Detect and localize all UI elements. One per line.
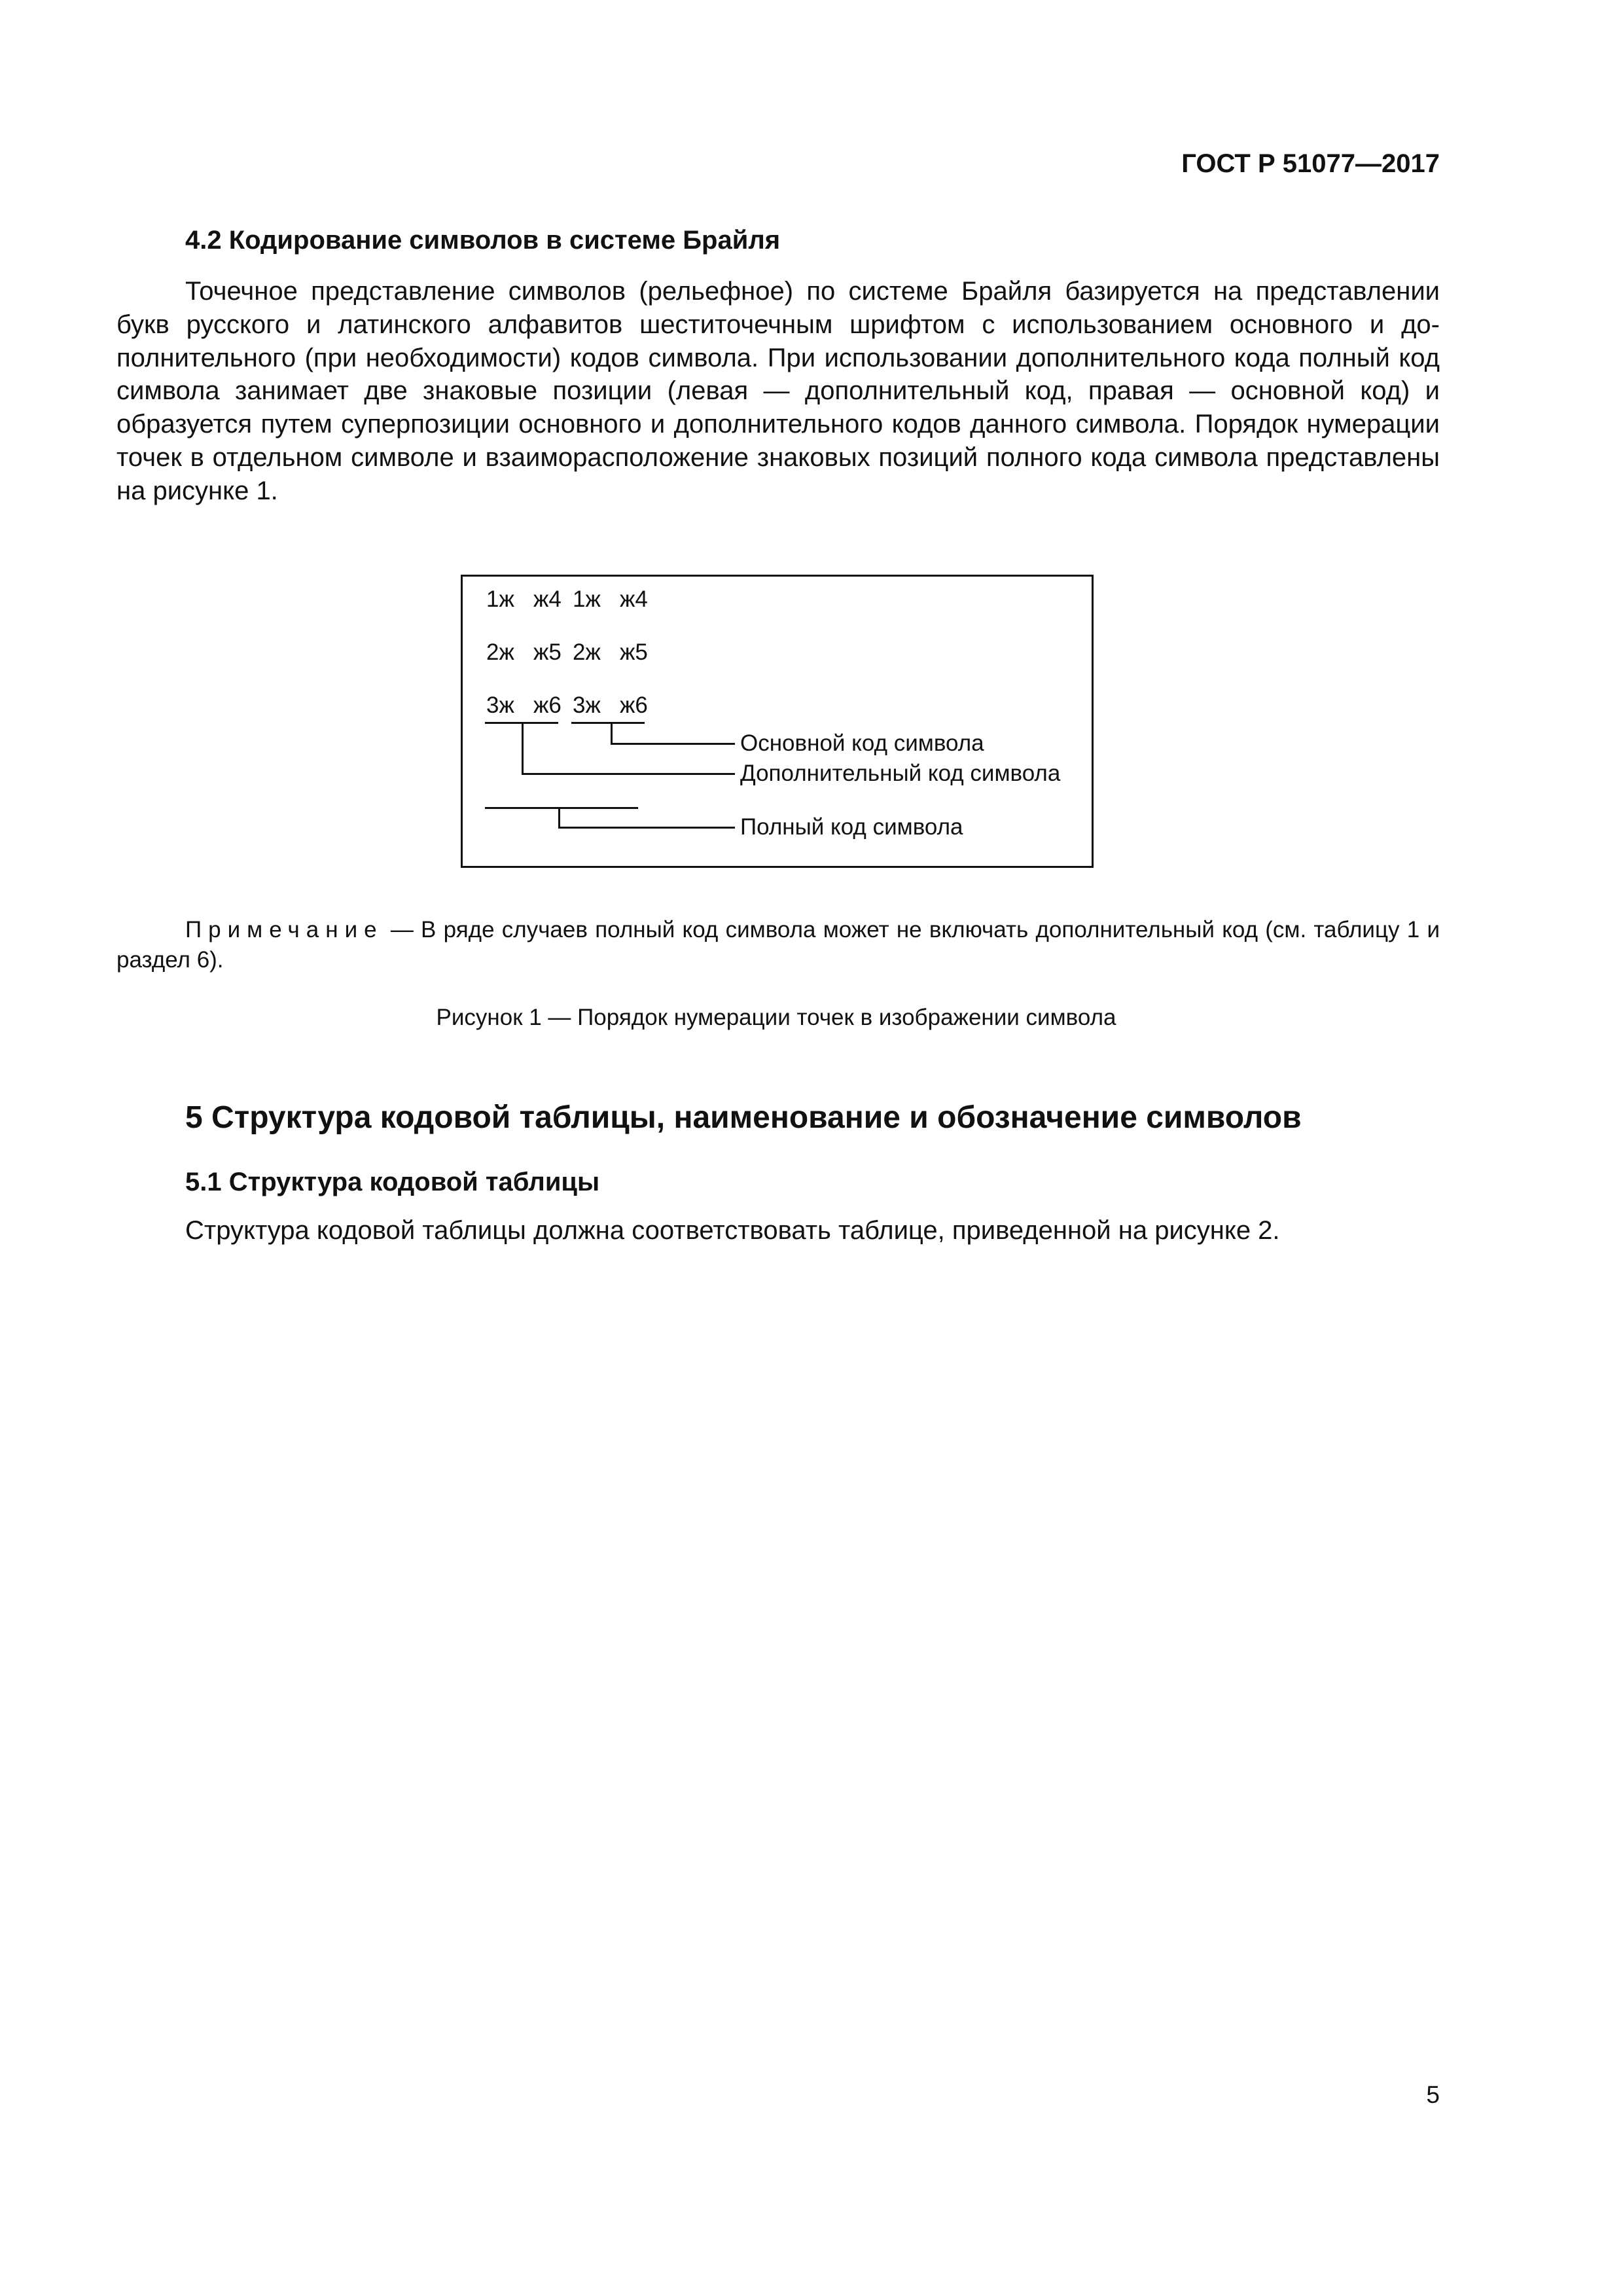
dot-label: 1ж (486, 586, 514, 612)
section-5-heading: 5 Структура кодовой таблицы, наименование и обозначение символов (185, 1100, 1302, 1135)
additional-code-connector (522, 773, 735, 775)
dot-label: ж6 (533, 692, 562, 718)
figure-1-note (116, 915, 1440, 975)
dot-label: 2ж (573, 639, 601, 665)
document-id: ГОСТ Р 51077—2017 (1181, 149, 1440, 178)
full-code-label: Полный код символа (740, 814, 963, 840)
dot-label: 1ж (573, 586, 601, 612)
section-5-1-text: Структура кодовой таблицы должна соответствовать таблице, приведенной на рисунке 2. (185, 1216, 1280, 1245)
main-code-label: Основной код символа (740, 730, 984, 756)
section-4-2-heading: 4.2 Кодирование символов в системе Брайля (185, 226, 781, 255)
figure-1-diagram (461, 575, 1094, 868)
note-text: — В ряде случаев полный код символа может не включать дополнительный код (см. таблицу 1 и раздел 6). (116, 917, 1440, 973)
main-code-underline (571, 722, 645, 724)
figure-1-caption: Рисунок 1 — Порядок нумерации точек в изображении символа (436, 1005, 1116, 1030)
dot-label: ж5 (533, 639, 562, 665)
page-number: 5 (1426, 2081, 1440, 2108)
dot-label: 3ж (486, 692, 514, 718)
full-code-connector (558, 827, 735, 829)
dot-label: ж4 (620, 586, 648, 612)
main-code-connector (611, 743, 735, 745)
dot-label: ж6 (620, 692, 648, 718)
main-code-connector (611, 722, 613, 745)
section-5-1-heading: 5.1 Структура кодовой таблицы (185, 1168, 600, 1196)
full-code-bar (485, 807, 638, 809)
additional-code-connector (522, 722, 524, 775)
dot-label: 3ж (573, 692, 601, 718)
note-label: Примечание (185, 917, 383, 942)
dot-label: ж4 (533, 586, 562, 612)
additional-code-label: Дополнительный код символа (740, 761, 1061, 786)
dot-label: ж5 (620, 639, 648, 665)
dot-label: 2ж (486, 639, 514, 665)
section-4-2-paragraph: Точечное представление символов (рельефное) по системе Брайля базируется на представлении букв русского и латинского алфавитов шеститочечным шрифтом с использованием основного и дополнительного (при необходимости) кодов символа. При использовании дополнительного кода полный код символа занимает две знаковые позиции (левая — дополнительный код, правая — основной код) и образуется путем суперпозиции основного и дополнительного кодов данного символа. Порядок нумерации точек в отдельном символе и взаиморасположение знаковых позиций полного кода символа представлены на рисунке 1. (116, 277, 1440, 505)
full-code-connector (558, 807, 560, 829)
